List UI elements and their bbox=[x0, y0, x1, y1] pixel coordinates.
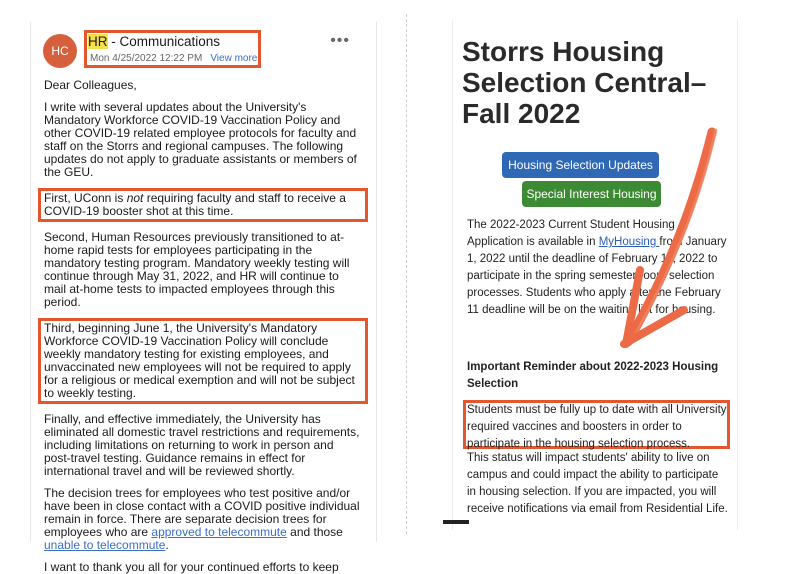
application-text-b: from January 1, 2022 until the deadline of February 11, 2022 to participate in the spring semester room selection processes. Students who apply after the February 11 deadline will be on the waiting list for housing. bbox=[467, 236, 727, 316]
housing-selection-updates-button[interactable]: Housing Selection Updates bbox=[502, 152, 659, 178]
booster-text-b: requiring faculty and staff to receive a COVID-19 booster shot at this time. bbox=[44, 191, 346, 218]
special-interest-housing-button[interactable]: Special Interest Housing bbox=[522, 181, 661, 207]
down-arrow-icon bbox=[600, 120, 740, 360]
housing-page-title: Storrs Housing Selection Central– Fall 2022 bbox=[462, 36, 707, 129]
email-paragraph-booster bbox=[38, 188, 368, 222]
email-paragraph-decision-trees bbox=[44, 487, 362, 552]
unable-telecommute-link[interactable]: unable to telecommute bbox=[44, 538, 166, 552]
view-more-link[interactable]: View more bbox=[210, 53, 258, 64]
application-text-a: The 2022-2023 Current Student Housing Application is available in bbox=[467, 219, 675, 248]
important-reminder-heading: Important Reminder about 2022-2023 Housing Selection bbox=[467, 361, 719, 390]
text-cursor-bar bbox=[443, 520, 469, 524]
email-paragraph-testing: Second, Human Resources previously transitioned to at-home rapid tests for employees participating in the mandatory testing program. Mandatory weekly testing will continue through May 31, 2022, and HR will continue to mail at-home tests to impacted employees through this period. bbox=[44, 230, 350, 309]
trees-text-a: The decision trees for employees who test positive and/or have been in close contact with a COVID positive individual remain in force. There are separate decision trees for employees who are bbox=[44, 486, 360, 539]
booster-text-a: First, UConn is bbox=[44, 191, 127, 205]
email-paragraph-june: Third, beginning June 1, the University's Mandatory Workforce COVID-19 Vaccination Policy will conclude weekly mandatory testing for existing employees, and unvaccinated new employees will not be required to apply for a religious or medical exemption and will not be subject to weekly testing. bbox=[38, 318, 368, 404]
email-body bbox=[44, 79, 362, 574]
approved-telecommute-link[interactable]: approved to telecommute bbox=[151, 525, 287, 539]
vaccine-requirement-paragraph: Students must be fully up to date with all University required vaccines and boosters in order to participate in the housing selection process. bbox=[467, 404, 727, 450]
email-paragraph-travel: Finally, and effective immediately, the University has eliminated all domestic travel restrictions and requirements, including limitations on returning to work in person and post-travel testing. Guidance remains in effect for international travel and will be reviewed shortly. bbox=[44, 412, 360, 478]
email-paragraph-intro: I write with several updates about the University's Mandatory Workforce COVID-19 Vaccination Policy and other COVID-19 related employee protocols for faculty and staff on the Storrs and regional campuses. The following updates do not apply to graduate assistants or members of the GEU. bbox=[44, 100, 357, 179]
email-greeting: Dear Colleagues, bbox=[44, 78, 137, 92]
status-impact-paragraph: This status will impact students' ability to live on campus and could impact the ability to participate in housing selection. If you are impacted, you will receive notifications via email from Residential Life. bbox=[467, 452, 728, 515]
email-panel bbox=[30, 22, 377, 574]
sender-avatar[interactable]: HC bbox=[43, 34, 77, 68]
booster-text-not: not bbox=[126, 191, 144, 205]
trees-text-b: and those bbox=[286, 525, 343, 539]
email-paragraph-closing: I want to thank you all for your continued efforts to keep bbox=[44, 560, 339, 574]
sender-name-rest: - Communications bbox=[107, 34, 221, 49]
more-dots-icon[interactable]: ••• bbox=[330, 32, 350, 49]
panel-divider bbox=[406, 14, 407, 534]
email-date: Mon 4/25/2022 12:22 PM bbox=[90, 53, 203, 64]
myhousing-link[interactable]: MyHousing bbox=[598, 236, 660, 248]
sender-hr-highlight: HR bbox=[88, 34, 108, 49]
trees-text-c: . bbox=[165, 538, 169, 552]
sender-highlight-box bbox=[84, 30, 261, 68]
